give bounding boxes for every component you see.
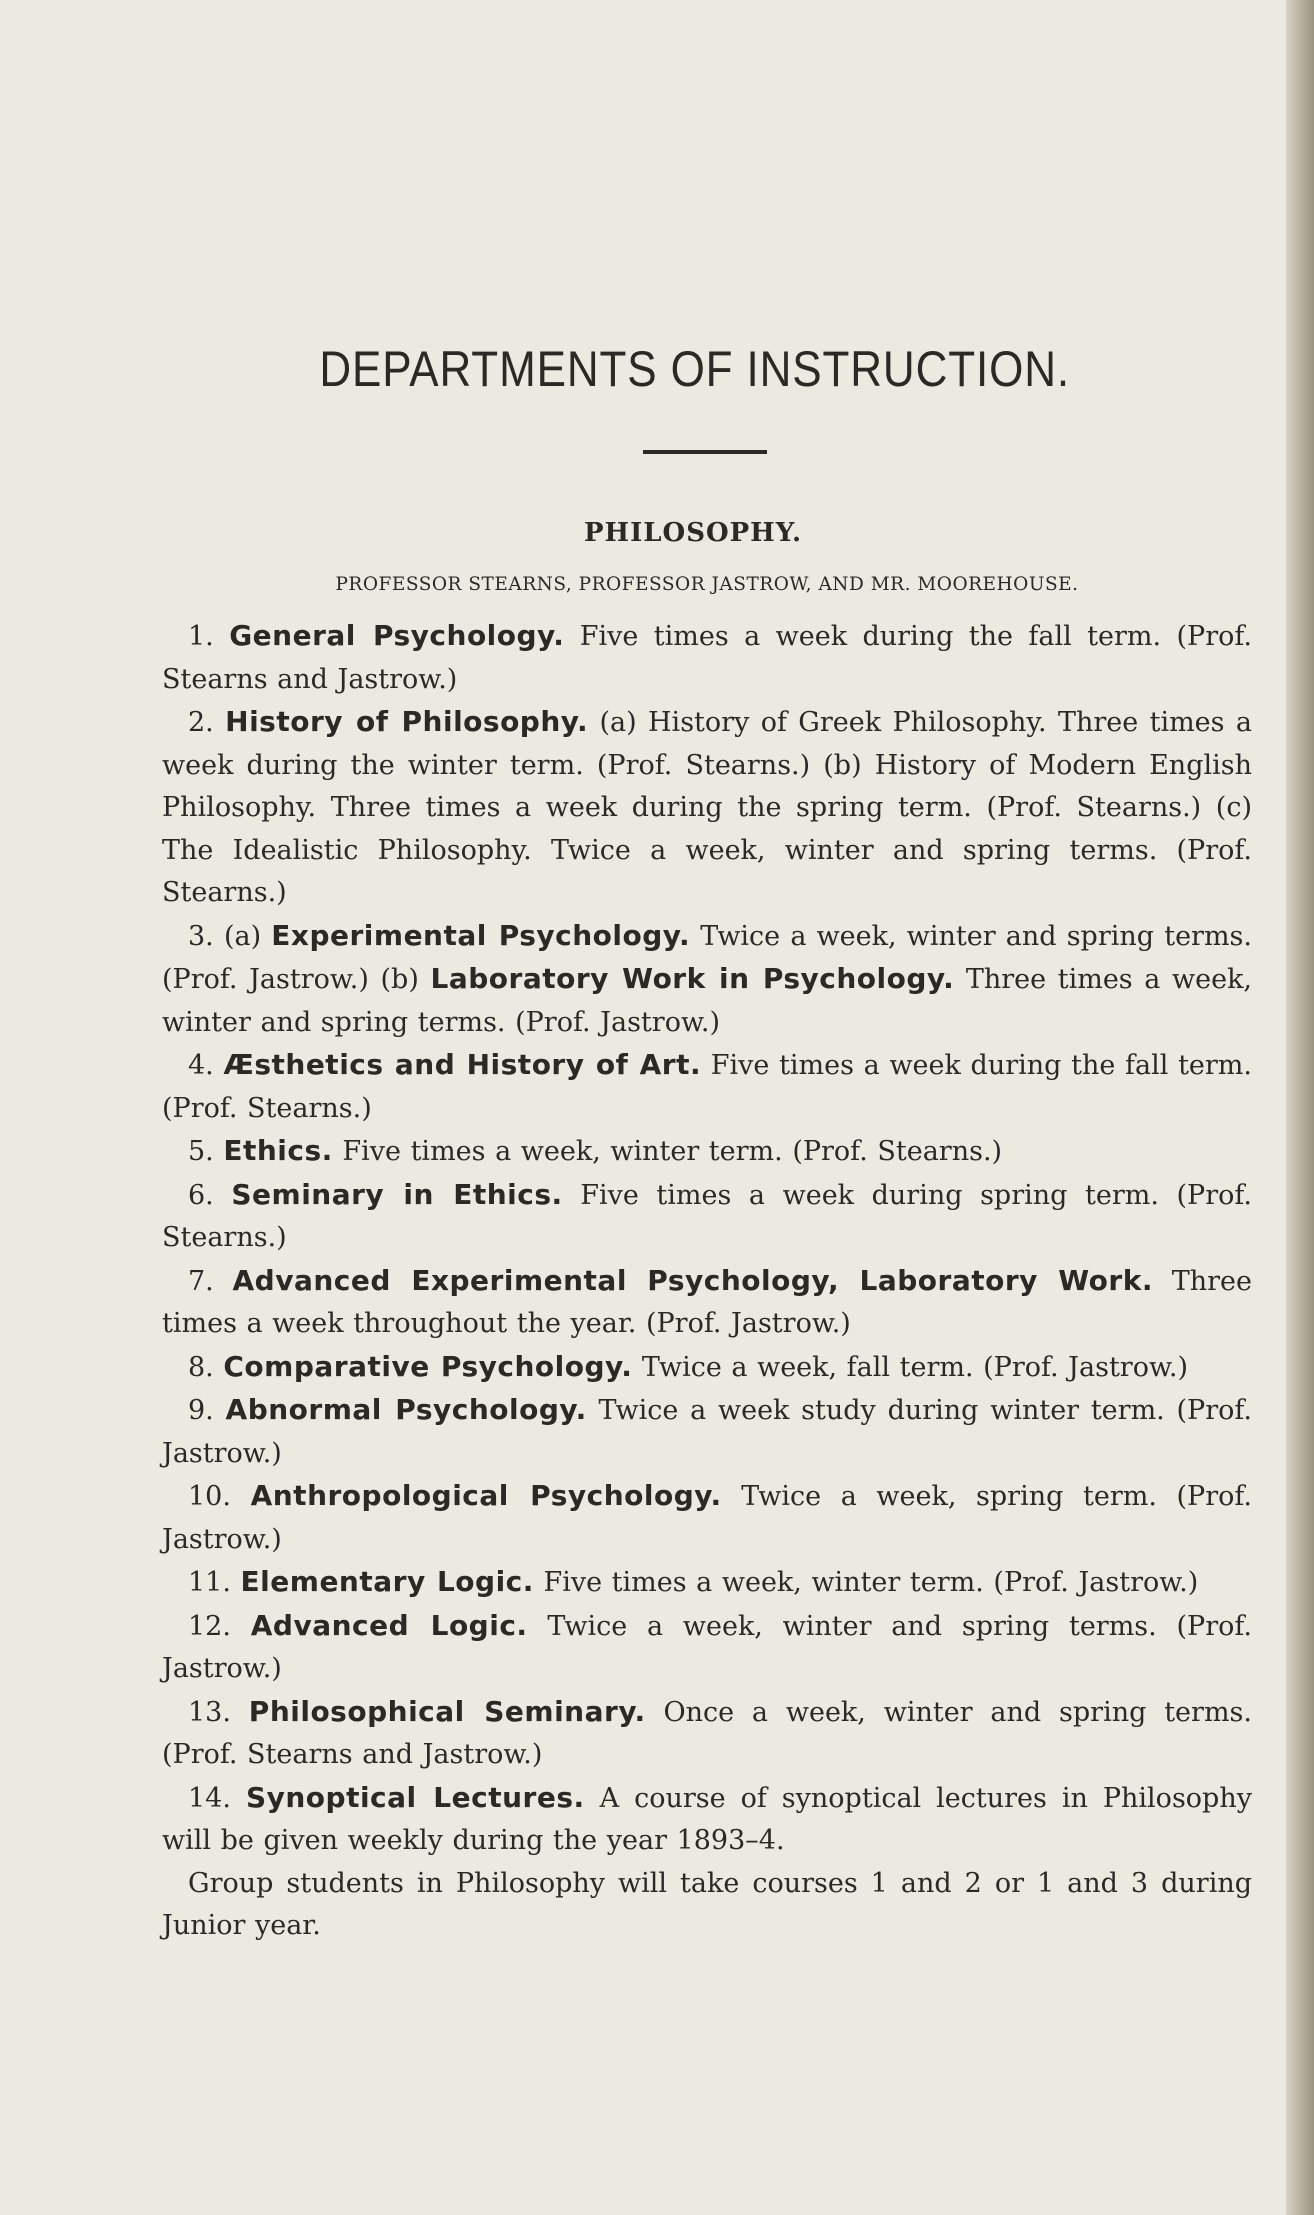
course-entry <box>162 1130 1252 1174</box>
course-number: 1. <box>188 621 214 652</box>
course-heading: Advanced Experimental Psychology, Laboratory Work. <box>232 1263 1153 1297</box>
course-number: 4. <box>188 1050 214 1081</box>
course-entry <box>162 1475 1252 1561</box>
course-entry <box>162 1691 1252 1777</box>
course-description: Five times a week during the fall term. (Prof. Stearns and Jastrow.) <box>162 621 1252 695</box>
course-number: 8. <box>188 1351 214 1383</box>
course-heading: Advanced Logic. <box>250 1608 528 1642</box>
course-description: Three times a week, winter and spring terms. (Prof. Jastrow.) <box>162 964 1253 1038</box>
course-number: 5. <box>188 1136 214 1167</box>
page-title: DEPARTMENTS OF INSTRUCTION. <box>319 341 1070 397</box>
course-description: Five times a week, winter term. (Prof. Jastrow.) <box>533 1567 1199 1598</box>
course-number: 7. <box>188 1265 214 1297</box>
closing-note: Group students in Philosophy will take courses 1 and 2 or 1 and 3 during Junior year. <box>162 1867 1252 1941</box>
page-edge <box>1286 0 1314 2215</box>
course-description: Five times a week during spring term. (Prof. Stearns.) <box>162 1179 1252 1253</box>
course-heading: Ethics. <box>223 1134 333 1167</box>
course-description: A course of synoptical lectures in Philosophy will be given weekly during the year 1893–4. <box>162 1782 1252 1856</box>
course-number: 12. <box>188 1610 231 1642</box>
course-number: 13. <box>188 1696 231 1728</box>
course-heading: Laboratory Work in Psychology. <box>430 962 955 995</box>
course-list <box>162 615 1252 1863</box>
course-heading: Philosophical Seminary. <box>248 1694 646 1728</box>
faculty-line: PROFESSOR STEARNS, PROFESSOR JASTROW, AND MR. MOOREHOUSE. <box>335 574 1079 595</box>
course-entry <box>162 1389 1252 1475</box>
course-number: 6. <box>188 1179 214 1211</box>
section-title: PHILOSOPHY. <box>583 518 802 548</box>
course-description: Twice a week, fall term. (Prof. Jastrow.) <box>632 1351 1188 1383</box>
course-description: Once a week, winter and spring terms. (Prof. Stearns and Jastrow.) <box>162 1696 1252 1770</box>
course-heading: Elementary Logic. <box>240 1565 534 1598</box>
course-description: Five times a week during the fall term. (Prof. Stearns.) <box>162 1050 1252 1124</box>
course-heading: History of Philosophy. <box>225 705 589 738</box>
course-number: 11. <box>188 1567 231 1598</box>
course-heading: Comparative Psychology. <box>223 1349 633 1383</box>
course-heading: Anthropological Psychology. <box>250 1479 722 1512</box>
course-heading: Æsthetics and History of Art. <box>223 1048 702 1081</box>
course-description: Five times a week, winter term. (Prof. Stearns.) <box>332 1136 1003 1167</box>
document-page <box>162 340 1252 1948</box>
course-entry <box>162 1561 1252 1605</box>
course-description: Three times a week throughout the year. (Prof. Jastrow.) <box>162 1265 1252 1339</box>
course-entry <box>162 1777 1252 1863</box>
title-rule <box>643 450 767 454</box>
course-number: 9. <box>188 1395 214 1426</box>
course-entry <box>162 1605 1252 1691</box>
course-description: Twice a week, winter and spring terms. (Prof. Jastrow.) (b) <box>162 920 1252 995</box>
course-entry <box>162 1260 1252 1346</box>
course-description: (a) <box>223 920 272 952</box>
course-entry <box>162 1346 1252 1390</box>
course-description: Twice a week, winter and spring terms. (Prof. Jastrow.) <box>162 1610 1252 1684</box>
course-number: 2. <box>188 707 214 738</box>
course-entry <box>162 915 1252 1045</box>
course-heading: Abnormal Psychology. <box>225 1393 587 1426</box>
course-heading: Seminary in Ethics. <box>231 1177 563 1211</box>
course-entry <box>162 615 1252 701</box>
course-heading: General Psychology. <box>229 619 565 652</box>
course-number: 10. <box>188 1481 231 1512</box>
course-entry <box>162 1044 1252 1130</box>
course-entry <box>162 1174 1252 1260</box>
course-heading: Experimental Psychology. <box>271 918 691 952</box>
course-heading: Synoptical Lectures. <box>245 1780 585 1814</box>
course-description: (a) History of Greek Philosophy. Three times a week during the winter term. (Prof. Stearns.) (b) History of Modern English Philosophy. Three times a week during the spring term. (Prof. Stearns.) (c) The Idealistic Philosophy. Twice a week, winter and spring terms. (Prof. Stearns.) <box>162 707 1252 908</box>
course-number: 14. <box>188 1782 231 1814</box>
course-number: 3. <box>188 920 214 952</box>
course-description: Twice a week, spring term. (Prof. Jastrow.) <box>162 1481 1253 1555</box>
course-entry <box>162 701 1252 915</box>
course-description: Twice a week study during winter term. (Prof. Jastrow.) <box>162 1395 1252 1469</box>
